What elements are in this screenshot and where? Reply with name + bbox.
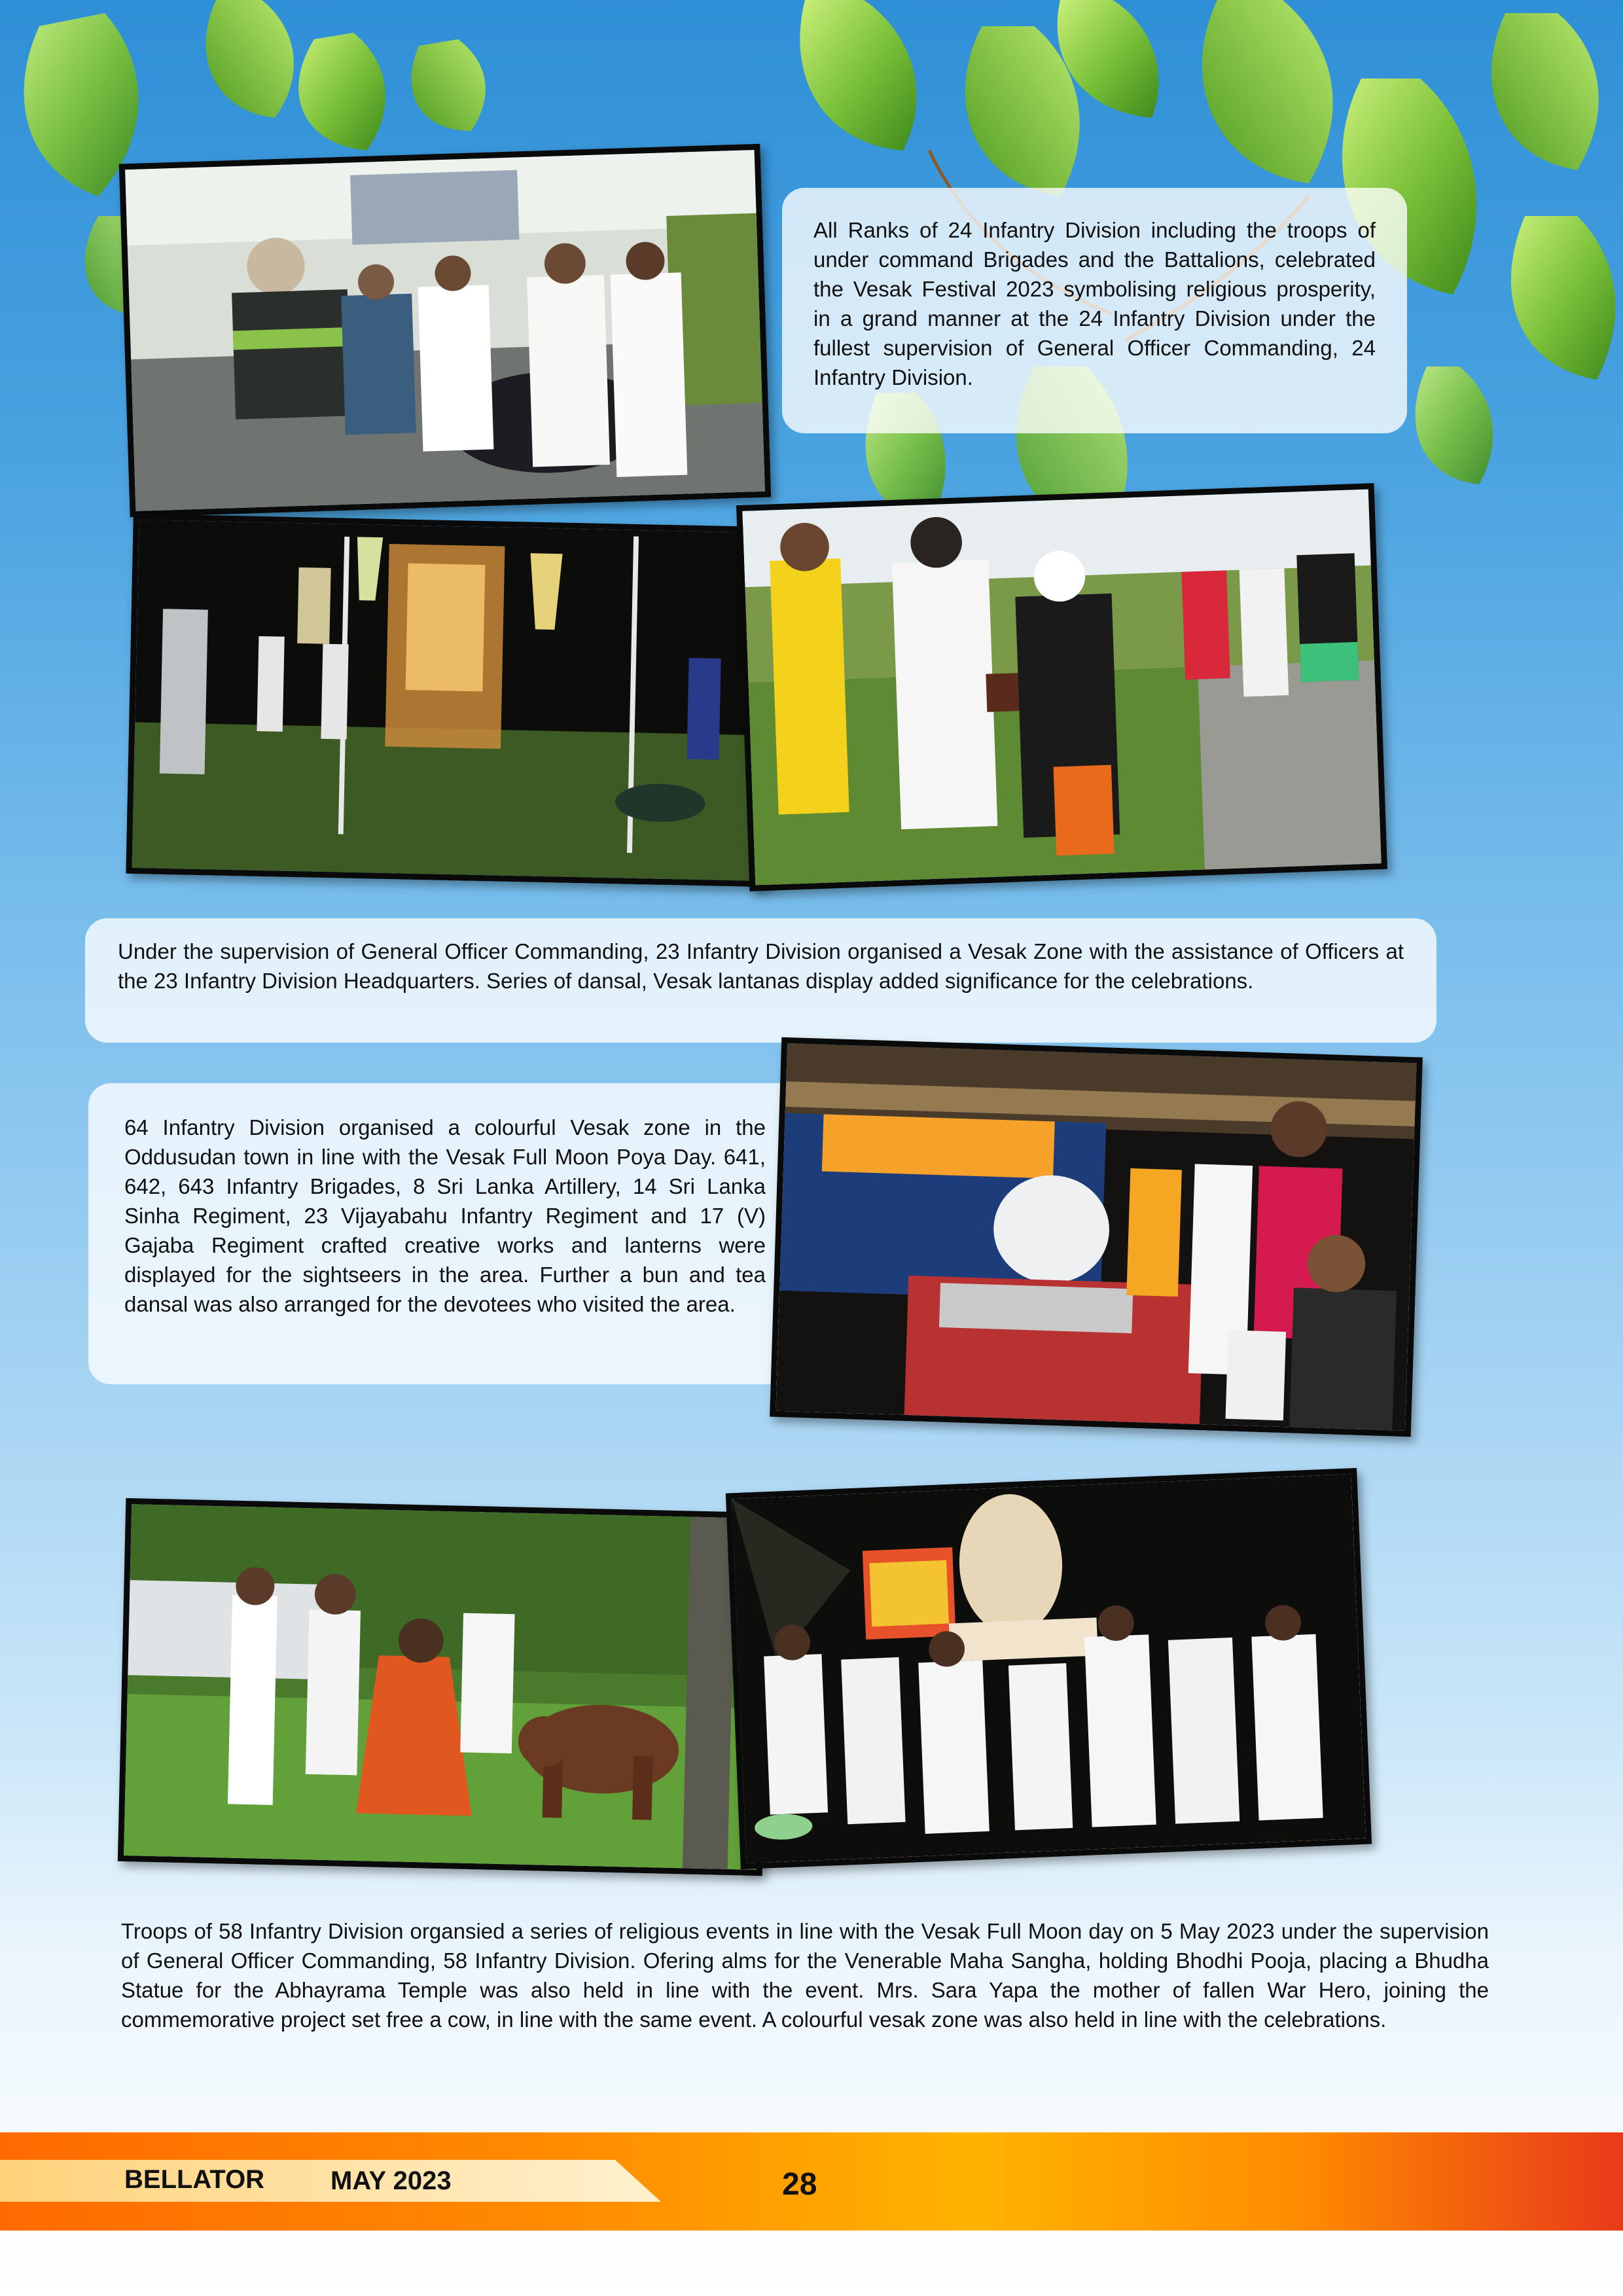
photo-bun-tea-dansal xyxy=(770,1037,1423,1437)
photo-night-lanterns xyxy=(126,514,774,887)
caption-58-text: Troops of 58 Infantry Division organsied a series of religious events in line with the Vesak Full Moon day on 5 May 2023 under the supervision of General Officer Commanding, 58 Infantry Division. Ofering alms for the Venerable Maha Sangha, holding Bhodhi Pooja, placing a Bhudha Statue for the Abhayrama Temple was also held in line with the event. Mrs. Sara Yapa the mother of fallen War Hero, joining the commemorative project set free a cow, in line with the same event. A colourful vesak zone was also held in line with the celebrations. xyxy=(121,1919,1489,2032)
photo-buddha-procession xyxy=(726,1468,1372,1869)
caption-24-infantry-division xyxy=(782,188,1407,433)
caption-64-infantry-division xyxy=(88,1083,802,1384)
caption-64-text: 64 Infantry Division organised a colourful Vesak zone in the Oddusudan town in line with the Vesak Full Moon Poya Day. 641, 642, 643 Infantry Brigades, 8 Sri Lanka Artillery, 14 Sri Lanka Sinha Regiment, 23 Vijayabahu Infantry Regiment and 17 (V) Gajaba Regiment crafted creative works and lanterns were displayed for the sightseers in the area. Further a bun and tea dansal was also arranged for the devotees who visited the area. xyxy=(124,1115,766,1316)
caption-24-text: All Ranks of 24 Infantry Division including the troops of under command Brigades and the Battalions, celebrated the Vesak Festival 2023 symbolising religious prosperity, in a grand manner at the 24 Infantry Division under the fullest supervision of General Officer Commanding, 24 Infantry Division. xyxy=(813,218,1376,389)
footer-issue-date: MAY 2023 xyxy=(330,2166,452,2195)
page-number: 28 xyxy=(782,2167,817,2202)
caption-58-infantry-division xyxy=(121,1916,1489,2034)
footer-magazine-name: BELLATOR xyxy=(124,2165,265,2194)
photo-alms-distribution xyxy=(119,144,771,518)
photo-dansal-serving xyxy=(736,483,1387,891)
photo-cow-release xyxy=(118,1498,770,1876)
caption-23-infantry-division xyxy=(85,918,1436,1043)
caption-23-text: Under the supervision of General Officer Commanding, 23 Infantry Division organised a Vesak Zone with the assistance of Officers at the 23 Infantry Division Headquarters. Series of dansal, Vesak lantanas display added significance for the celebrations. xyxy=(118,939,1404,993)
